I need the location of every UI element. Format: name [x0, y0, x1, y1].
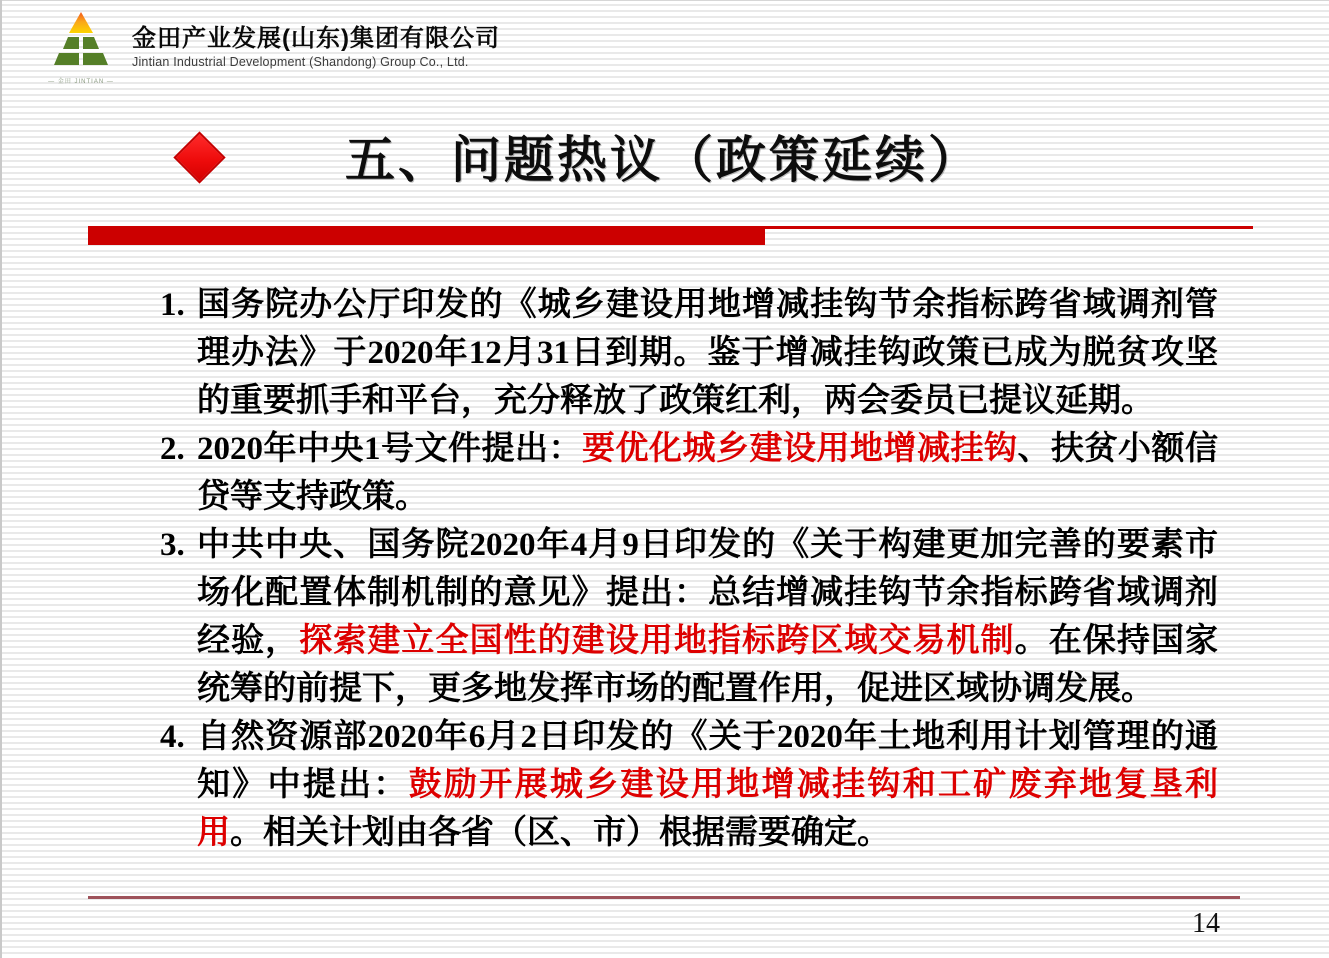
body-text: 自然资源部2020年6月2日印发的《关于2020年土地利用计划管理的通知》中提出：	[197, 719, 1219, 803]
company-logo	[46, 12, 116, 85]
title-rule-thick	[88, 226, 765, 245]
highlighted-text: 探索建立全国性的建设用地指标跨区域交易机制	[299, 623, 1015, 659]
list-item-text	[197, 281, 1218, 425]
list-item	[160, 425, 1218, 521]
logo-caption: — 金田 JINTIAN —	[48, 79, 114, 85]
company-name-zh: 金田产业发展(山东)集团有限公司	[132, 25, 500, 52]
list-item-number: 2.	[160, 431, 185, 467]
body-text: 国务院办公厅印发的《城乡建设用地增减挂钩节余指标跨省域调剂管理办法》于2020年12月31日到期。鉴于增减挂钩政策已成为脱贫攻坚的重要抓手和平台，充分释放了政策红利，两会委员已提议延期。	[197, 287, 1218, 419]
footer-rule	[88, 896, 1240, 899]
list-item-text	[197, 521, 1218, 713]
list-item-text	[197, 713, 1218, 857]
diamond-bullet-icon	[173, 131, 225, 183]
page-number: 14	[1192, 908, 1220, 939]
header	[46, 12, 500, 85]
page-title: 五、问题热议（政策延续）	[345, 132, 981, 188]
highlighted-text: 鼓励开展城乡建设用地增减挂钩和工矿废弃地复垦利用	[197, 767, 1219, 851]
list-item	[160, 521, 1218, 713]
body-text: 中共中央、国务院2020年4月9日印发的《关于构建更加完善的要素市场化配置体制机制的意见》提出：总结增减挂钩节余指标跨省域调剂经验，	[197, 527, 1218, 659]
list-item-number: 3.	[160, 527, 185, 563]
body-text: 2020年中央1号文件提出：	[197, 431, 582, 467]
title-rule-thin	[765, 226, 1253, 229]
list-item-number: 1.	[160, 287, 185, 323]
highlighted-text: 要优化城乡建设用地增减挂钩	[582, 431, 1018, 467]
body-list	[160, 281, 1218, 857]
body-text: 。相关计划由各省（区、市）根据需要确定。	[230, 815, 890, 851]
pyramid-logo-icon	[50, 12, 112, 70]
list-item	[160, 281, 1218, 425]
body-text: 。在保持国家统筹的前提下，更多地发挥市场的配置作用，促进区域协调发展。	[197, 623, 1219, 707]
list-item	[160, 713, 1218, 857]
list-item-text	[197, 425, 1218, 521]
list-item-number: 4.	[160, 719, 185, 755]
company-name-en: Jintian Industrial Development (Shandong) Group Co., Ltd.	[132, 55, 469, 70]
header-names	[132, 12, 500, 69]
body-text: 、扶贫小额信贷等支持政策。	[197, 431, 1218, 515]
